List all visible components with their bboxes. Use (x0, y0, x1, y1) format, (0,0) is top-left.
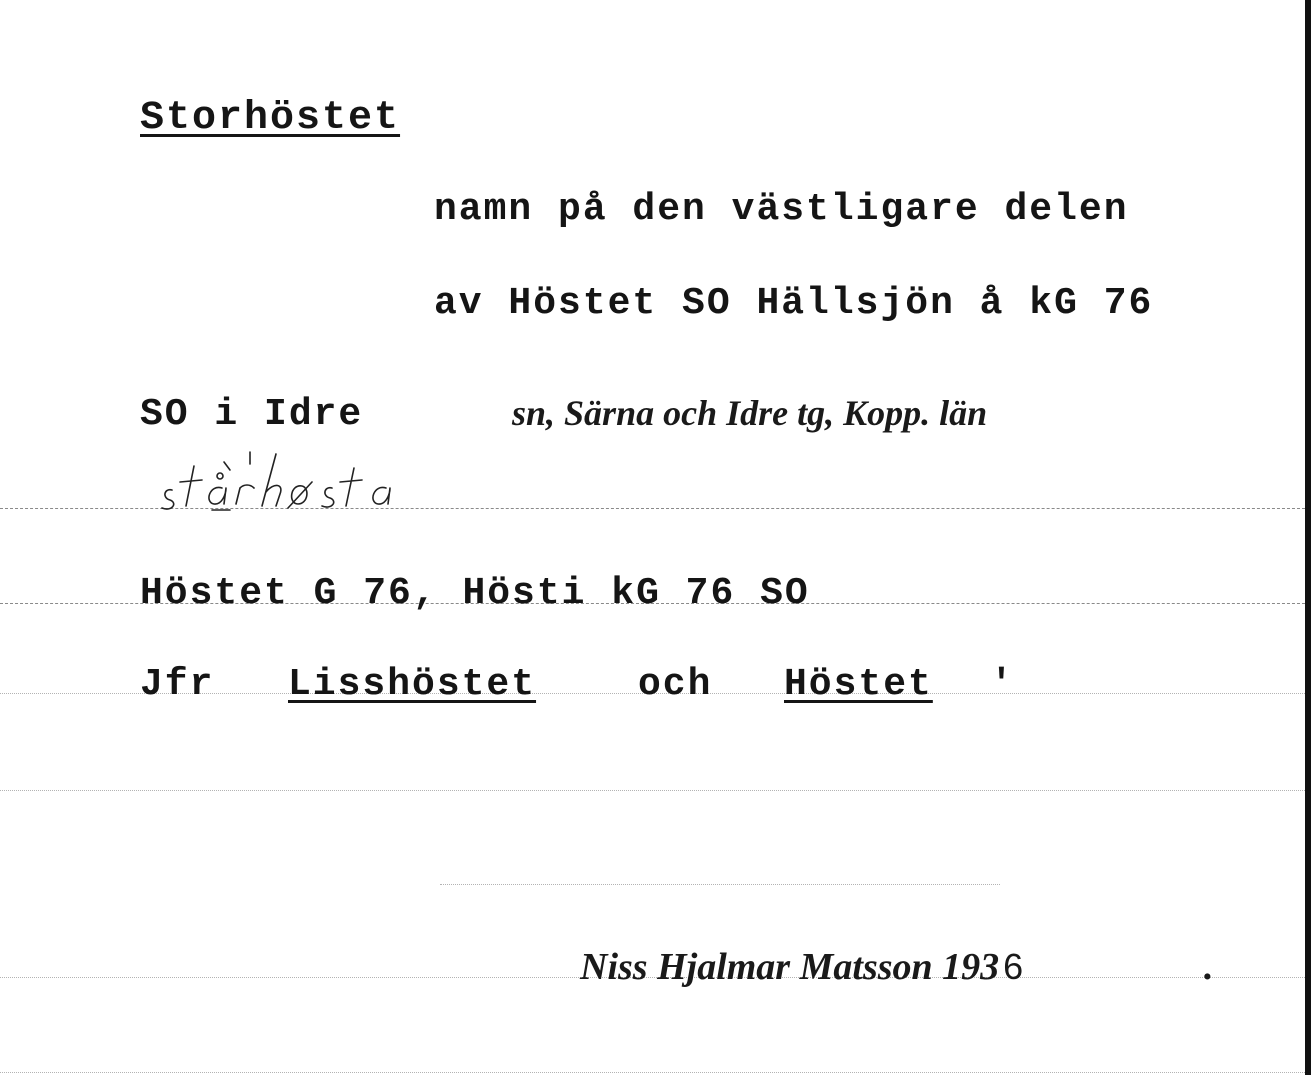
card-edge (1305, 0, 1311, 1075)
compare-link-lisshostet[interactable]: Lisshöstet (288, 663, 537, 706)
location-printed: sn, Särna och Idre tg, Kopp. län (512, 393, 988, 433)
compare-prefix: Jfr (140, 663, 215, 706)
definition-line-1: namn på den västligare delen (434, 188, 1129, 231)
headword: Storhöstet (140, 96, 401, 141)
collector-end-mark: . (1204, 946, 1214, 988)
compare-mark: ʹ (990, 663, 1015, 706)
card-rule (0, 790, 1305, 791)
definition-line-2: av Höstet SO Hällsjön å kG 76 (434, 282, 1154, 325)
card-rule (0, 1072, 1305, 1073)
collector-year-digit: 6 (1003, 946, 1024, 987)
card-rule (440, 884, 1000, 885)
location-typed: SO i Idre (140, 393, 364, 436)
handwritten-pronunciation (150, 448, 450, 528)
compare-conjunction: och (638, 663, 713, 706)
collector-signature (580, 945, 1023, 989)
compare-link-hostet[interactable]: Höstet (784, 663, 933, 706)
collector-name-year: Niss Hjalmar Matsson 193 (580, 946, 1000, 988)
variant-forms: Höstet G 76, Hösti kG 76 SO (140, 572, 810, 615)
